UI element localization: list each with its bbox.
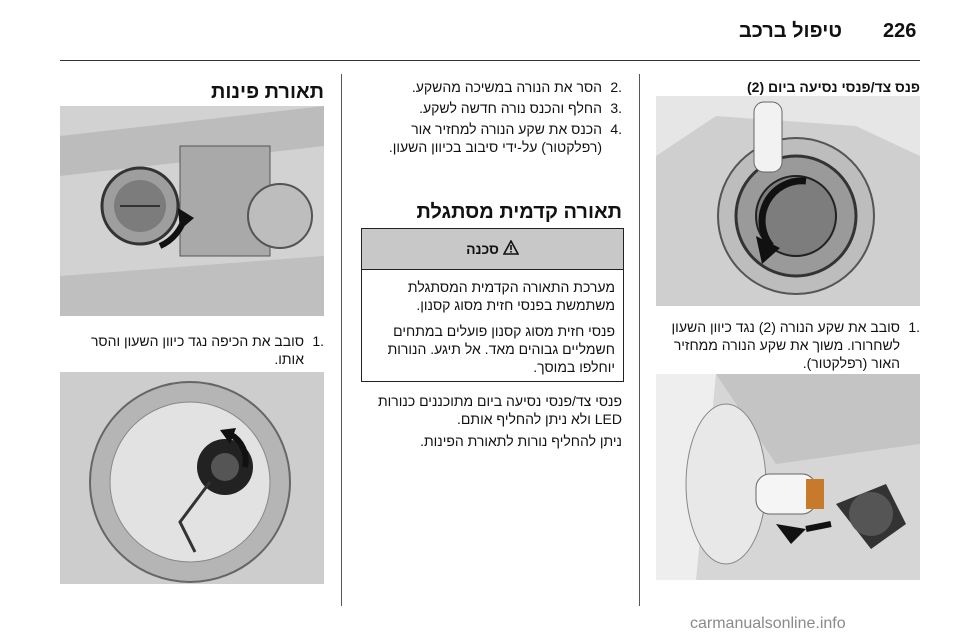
step-number: .3: [610, 100, 622, 116]
steps-bulb-replace: [357, 78, 622, 159]
section-heading-cornering-light: תאורת פינות: [211, 81, 324, 103]
watermark: carmanualsonline.info: [690, 615, 846, 632]
photo-headlamp-cap: [60, 106, 324, 316]
step-text: סובב את שקע הנורה (2) נגד כיוון השעון לשחרורו. משוך את שקע הנורה ממחזיר האור (רפלקטור).: [671, 319, 900, 371]
steps-cornering-light: [60, 332, 324, 371]
step-number: .4: [610, 121, 622, 137]
step-text: סובב את הכיפה נגד כיוון השעון והסר אותו.: [90, 333, 304, 367]
list-item: [357, 99, 622, 117]
step-text: הכנס את שקע הנורה למחזיר אור (רפלקטור) על-ידי סיבוב בכיוון השעון.: [388, 121, 602, 155]
steps-side-lamp: [656, 318, 920, 375]
column-divider-left: [341, 74, 342, 606]
step-number: .1: [312, 333, 324, 349]
danger-box: [361, 228, 624, 382]
step-text: הסר את הנורה במשיכה מהשקע.: [411, 79, 602, 95]
section-heading-side-lamp: פנס צד/פנסי נסיעה ביום (2): [747, 79, 920, 95]
list-item: [60, 332, 324, 368]
step-number: .2: [610, 79, 622, 95]
column-divider-right: [639, 74, 640, 606]
list-item: [357, 120, 622, 156]
page-number: 226: [883, 20, 917, 42]
photo-bulb-removal: [656, 374, 920, 580]
section-heading-adaptive-light: תאורה קדמית מסתגלת: [416, 201, 622, 223]
list-item: [656, 318, 920, 372]
step-number: .1: [908, 319, 920, 335]
page-header-title: טיפול ברכב: [738, 20, 842, 42]
photo-bulb-holder-rotate: [656, 96, 920, 306]
warning-triangle-icon: [503, 240, 519, 258]
step-text: החלף והכנס נורה חדשה לשקע.: [419, 100, 602, 116]
danger-box-body: [362, 270, 623, 376]
header-divider: [60, 60, 920, 61]
danger-paragraph: מערכת התאורה הקדמית המסתגלת משתמשת בפנסי חזית מסוג קסנון.: [407, 279, 615, 313]
danger-paragraph: פנסי חזית מסוג קסנון פועלים במתחים חשמליים גבוהים מאד. אל תיגע. הנורות יוחלפו במוסך.: [387, 323, 615, 375]
danger-box-title: סכנה: [466, 241, 499, 257]
cornering-info-paragraph: ניתן להחליף נורות לתאורת הפינות.: [420, 433, 622, 449]
photo-cornering-bulb: [60, 372, 324, 584]
danger-box-header: [362, 229, 623, 270]
list-item: [357, 78, 622, 96]
led-info-paragraph: פנסי צד/פנסי נסיעה ביום מתוכננים כנורות LED ולא ניתן להחליף אותם.: [377, 393, 622, 427]
